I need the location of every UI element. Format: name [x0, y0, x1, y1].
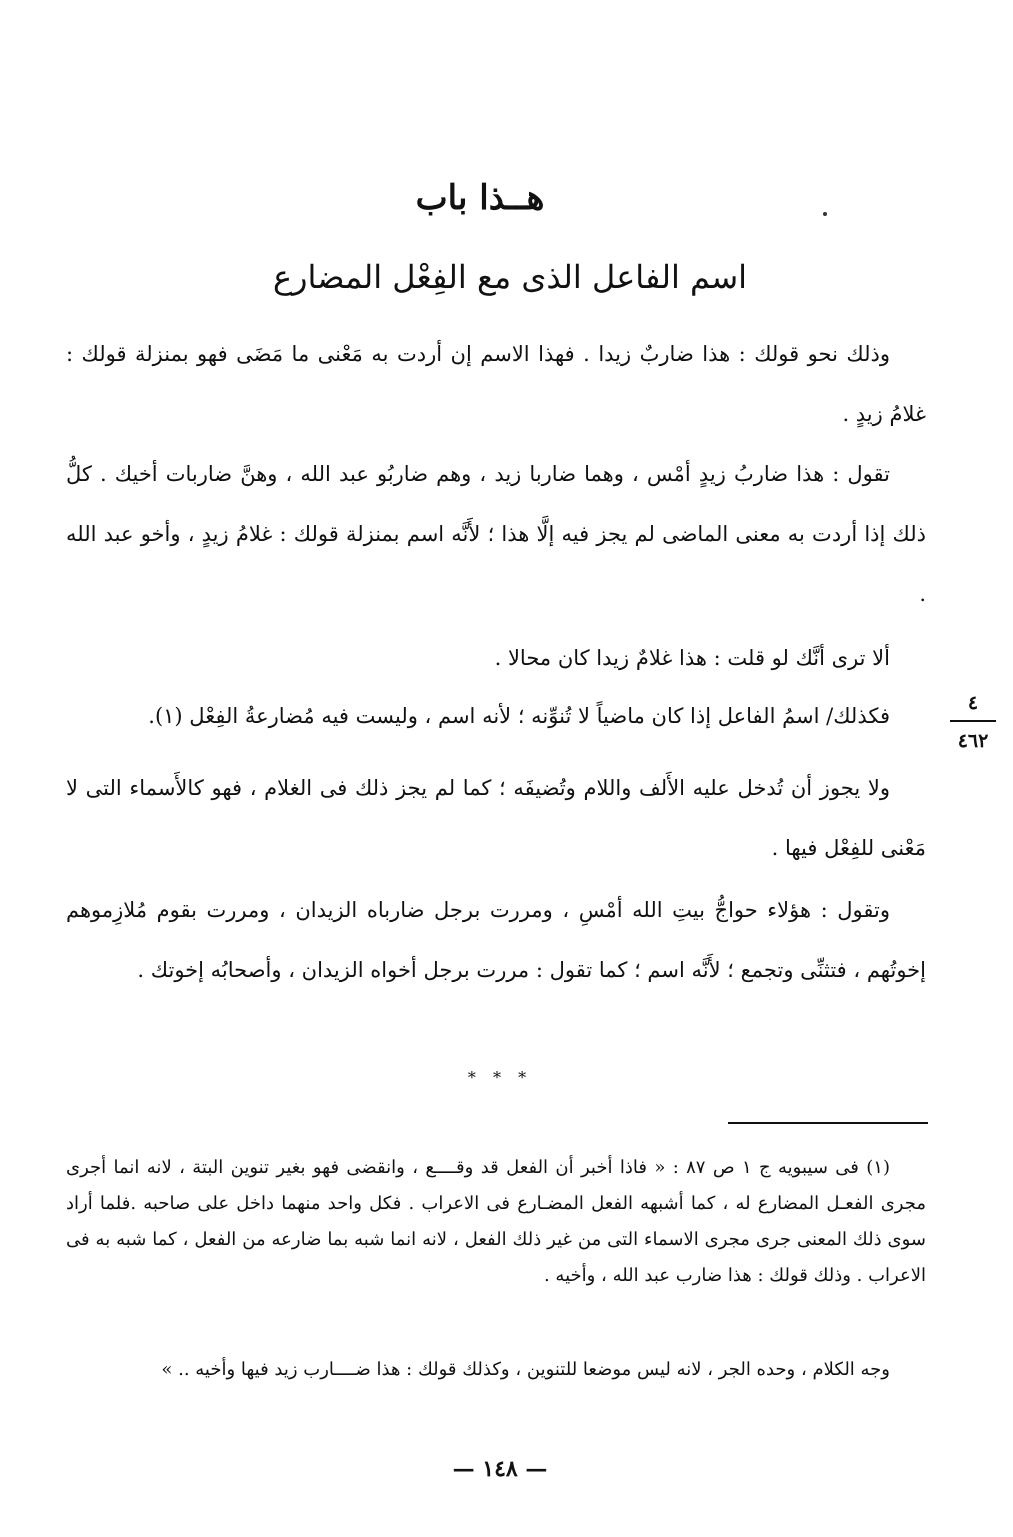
paragraph-6: وتقول : هؤلاء حواجُّ بيتِ الله أمْسِ ، ومررت برجل ضارباه الزيدان ، ومررت بقوم مُلازِموهم إخوتُهم ، فتثنِّى وتجمع ؛ لأَنَّه اسم ؛ كما تقول : مررت برجل أخواه الزيدان ، وأصحابُه إخوتك . [66, 898, 926, 982]
margin-page-number: ٤٦٢ [957, 730, 989, 752]
page-number: — ١٤٨ — [452, 1456, 548, 1482]
footnote-1: (١) فى سيبويه ج ١ ص ٨٧ : « فاذا أخبر أن الفعل قد وقــــع ، وانقضى فهو بغير تنوين البتة ، لانه انما أجرى مجرى الفعـل المضارع له ، كما أشبهه الفعل المضـارع فى الاعراب . فكل واحد منهما داخل على صاحبه .فلما أراد سوى ذلك المعنى جرى مجرى الاسماء التى من غير ذلك الفعل ، لانه انما شبه بما ضارعه من الفعل ، كما شبه به فى الاعراب . وذلك قولك : هذا ضارب عبد الله ، وأخيه . [66, 1157, 927, 1286]
print-speck [823, 212, 827, 216]
footnote-divider [728, 1122, 928, 1124]
margin-page-reference [950, 690, 996, 754]
paragraph-4: فكذلك/ اسمُ الفاعل إذا كان ماضياً لا تُنوِّنه ؛ لأنه اسم ، وليست فيه مُضارعةُ الفِعْل (١). [148, 704, 890, 728]
chapter-title: هــذا باب [415, 178, 545, 218]
footnote-1-continued: وجه الكلام ، وحده الجر ، لانه ليس موضعا للتنوين ، وكذلك قولك : هذا ضــــارب زيد فيها وأخيه .. » [161, 1359, 890, 1380]
paragraph-2: تقول : هذا ضاربُ زيدٍ أمْس ، وهما ضاربا زيد ، وهم ضاربُو عبد الله ، وهنَّ ضاربات أخيك . كلُّ ذلك إذا أردت به معنى الماضى لم يجز فيه إلَّا هذا ؛ لأَنَّه اسم بمنزلة قولك : غلامُ زيدٍ ، وأخو عبد الله . [66, 462, 926, 606]
margin-volume-number: ٤ [950, 690, 996, 722]
paragraph-3: ألا ترى أنَّك لو قلت : هذا غلامٌ زيدا كان محالا . [494, 646, 890, 670]
paragraph-5: ولا يجوز أن تُدخل عليه الأَلف واللام وتُضيفَه ؛ كما لم يجز ذلك فى الغلام ، فهو كالأَسماء التى لا مَعْنى للفِعْل فيها . [66, 776, 926, 860]
section-separator: * * * [467, 1068, 533, 1087]
paragraph-1: وذلك نحو قولك : هذا ضاربٌ زيدا . فهذا الاسم إن أردت به مَعْنى ما مَضَى فهو بمنزلة قولك : غلامُ زيدٍ . [66, 342, 926, 426]
chapter-subtitle: اسم الفاعل الذى مع الفِعْل المضارع [272, 258, 748, 296]
